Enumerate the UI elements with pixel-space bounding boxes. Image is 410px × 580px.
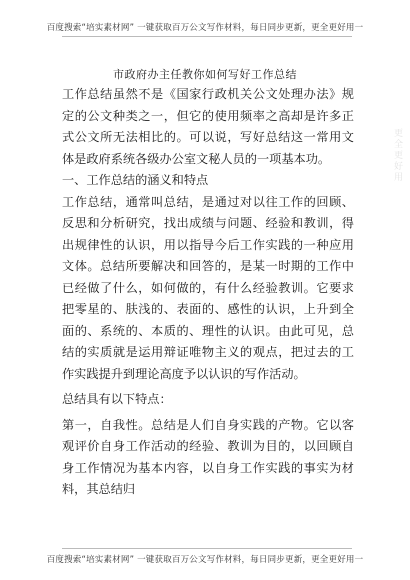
document-body — [62, 84, 354, 501]
paragraph-feature-1: 第一，自我性。总结是人们自身实践的产物。它以客观评价自身工作活动的经验、教训为目的，以回顾自身工作情况为基本内容，以自身工作实践的事实为材料，其总结归 — [62, 417, 354, 496]
side-watermark: 更全更好用 — [392, 128, 402, 183]
footer-banner: 百度搜索“培实素材网” 一键获取百万公文写作材料，每日同步更新，更全更好用一 — [46, 555, 364, 565]
header-rule — [62, 36, 352, 37]
document-title: 市政府办主任教你如何写好工作总结 — [113, 68, 297, 81]
features-lead: 总结具有以下特点： — [62, 392, 172, 406]
section-heading-1: 一、工作总结的涵义和特点 — [62, 173, 209, 187]
paragraph-intro: 工作总结虽然不是《国家行政机关公文处理办法》规定的公文种类之一，但它的使用频率之高却是许多正式公文所无法相比的。可以说，写好总结这一常用文体是政府系统各级办公室文秘人员的一项基本功。 — [62, 87, 354, 166]
paragraph-definition: 工作总结，通常叫总结，是通过对以往工作的回顾、反思和分析研究，找出成绩与问题、经验和教训，得出规律性的认识，用以指导今后工作实践的一种应用文体。总结所要解决和回答的，是某一时期的工作中已经做了什么，如何做的，有什么经验教训。它要求把零星的、肤浅的、表面的、感性的认识，上升到全面的、系统的、本质的、理性的认识。由此可见，总结的实质就是运用辩证唯物主义的观点，把过去的工作实践提升到理论高度予以认识的写作活动。 — [62, 194, 354, 381]
header-banner: 百度搜索“培实素材网” 一键获取百万公文写作材料，每日同步更新，更全更好用一 — [46, 23, 364, 33]
footer-rule — [62, 548, 352, 549]
